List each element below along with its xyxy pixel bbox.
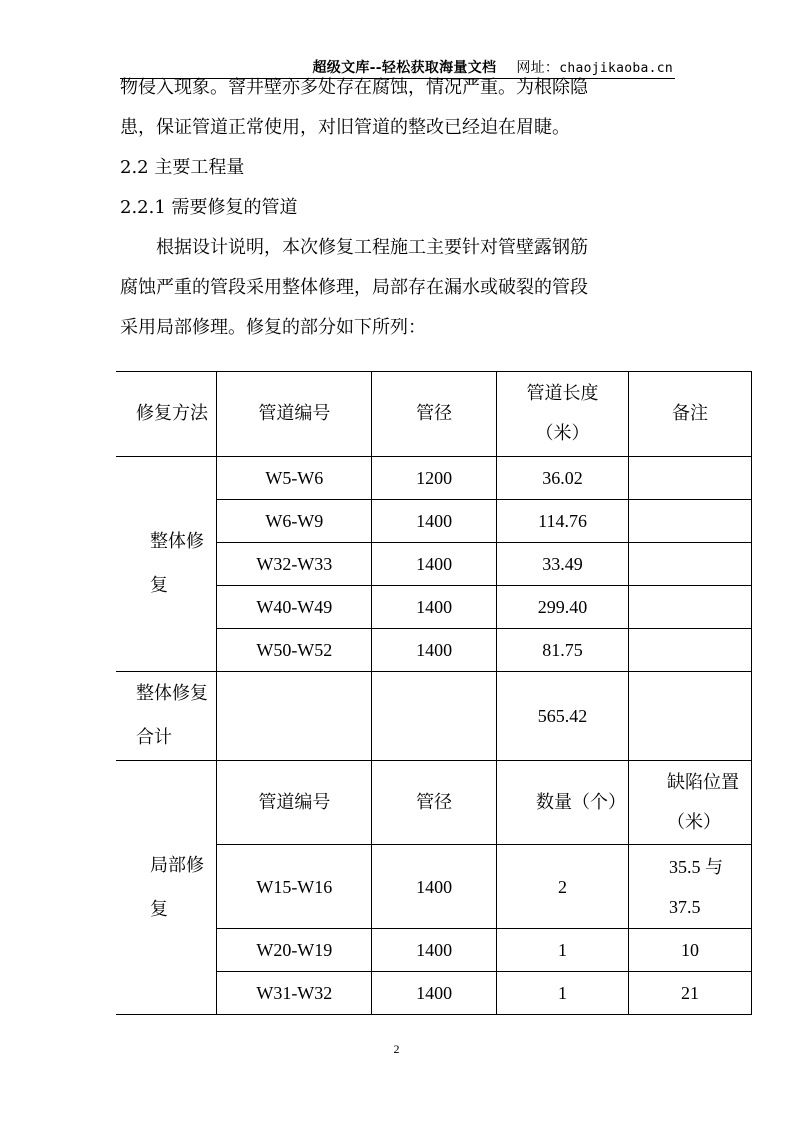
table-row [116, 457, 752, 500]
diameter-cell: 1400 [372, 972, 497, 1015]
paragraph-line: 患，保证管道正常使用，对旧管道的整改已经迫在眉睫。 [120, 117, 570, 138]
sub-header-pipe-no: 管道编号 [217, 761, 372, 845]
empty-cell [629, 672, 752, 761]
position-cell: 21 [629, 972, 752, 1015]
section-heading: 2.2 主要工程量 [120, 157, 245, 178]
position-cell: 35.5 与 37.5 [629, 845, 752, 929]
remark-cell [629, 543, 752, 586]
pipe-no-cell: W50-W52 [217, 629, 372, 672]
paragraph-line: 腐蚀严重的管段采用整体修理，局部存在漏水或破裂的管段 [120, 277, 588, 298]
sub-header-defect-position: 缺陷位置（米） [629, 761, 752, 845]
empty-cell [217, 672, 372, 761]
subsection-heading: 2.2.1 需要修复的管道 [120, 197, 298, 218]
sub-header-count: 数量（个） [497, 761, 629, 845]
length-cell: 33.49 [497, 543, 629, 586]
length-cell: 114.76 [497, 500, 629, 543]
paragraph-line: 根据设计说明，本次修复工程施工主要针对管壁露钢筋 [156, 237, 588, 258]
diameter-cell: 1400 [372, 845, 497, 929]
diameter-cell: 1400 [372, 586, 497, 629]
pipe-no-cell: W20-W19 [217, 929, 372, 972]
remark-cell [629, 629, 752, 672]
diameter-cell: 1200 [372, 457, 497, 500]
page-number: 2 [393, 1042, 400, 1056]
remark-cell [629, 586, 752, 629]
diameter-cell: 1400 [372, 629, 497, 672]
header-remark: 备注 [629, 372, 752, 457]
header-diameter: 管径 [372, 372, 497, 457]
pipe-no-cell: W40-W49 [217, 586, 372, 629]
header-url-label: 网址： [516, 60, 560, 76]
remark-cell [629, 457, 752, 500]
whole-total-row [116, 672, 752, 761]
pipe-no-cell: W32-W33 [217, 543, 372, 586]
paragraph-line: 物侵入现象。窨井壁亦多处存在腐蚀，情况严重。为根除隐 [120, 77, 588, 98]
header-method: 修复方法 [116, 372, 217, 457]
paragraph-line: 采用局部修理。修复的部分如下所列： [120, 317, 426, 338]
repair-table [116, 371, 752, 1015]
local-header-row [116, 761, 752, 845]
whole-repair-label: 整体修复 [116, 457, 217, 672]
length-cell: 81.75 [497, 629, 629, 672]
remark-cell [629, 500, 752, 543]
count-cell: 1 [497, 972, 629, 1015]
diameter-cell: 1400 [372, 500, 497, 543]
header-pipe-no: 管道编号 [217, 372, 372, 457]
header-length: 管道长度（米） [497, 372, 629, 457]
count-cell: 2 [497, 845, 629, 929]
length-cell: 36.02 [497, 457, 629, 500]
diameter-cell: 1400 [372, 543, 497, 586]
pipe-no-cell: W5-W6 [217, 457, 372, 500]
position-cell: 10 [629, 929, 752, 972]
empty-cell [372, 672, 497, 761]
count-cell: 1 [497, 929, 629, 972]
pipe-no-cell: W31-W32 [217, 972, 372, 1015]
body-text [120, 68, 680, 348]
pipe-no-cell: W15-W16 [217, 845, 372, 929]
length-cell: 299.40 [497, 586, 629, 629]
pipe-no-cell: W6-W9 [217, 500, 372, 543]
table-header-row [116, 372, 752, 457]
header-site-name: 超级文库--轻松获取海量文档 [312, 60, 497, 76]
local-repair-label: 局部修复 [116, 761, 217, 1015]
total-length-cell: 565.42 [497, 672, 629, 761]
header-url: chaojikaoba.cn [559, 61, 673, 76]
whole-total-label: 整体修复合计 [116, 672, 217, 761]
diameter-cell: 1400 [372, 929, 497, 972]
sub-header-diameter: 管径 [372, 761, 497, 845]
